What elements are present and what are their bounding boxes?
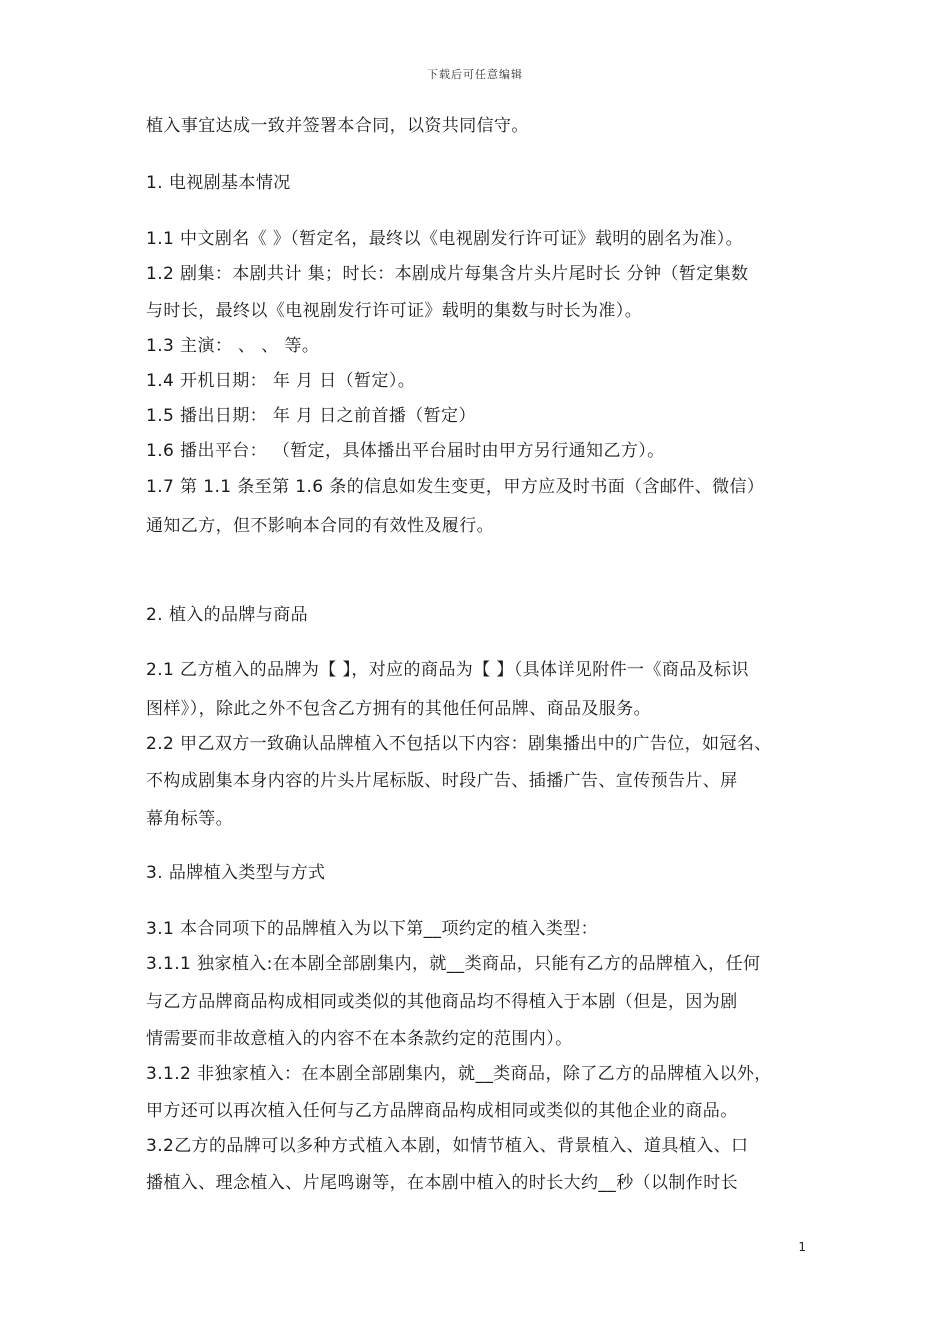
paragraph-line: 1.3 主演： 、 、 等。 (146, 336, 320, 356)
paragraph-line: 图样》），除此之外不包含乙方拥有的其他任何品牌、商品及服务。 (146, 699, 651, 719)
paragraph-line: 情需要而非故意植入的内容不在本条款约定的范围内）。 (146, 1029, 573, 1049)
paragraph-line: 与时长，最终以《电视剧发行许可证》载明的集数与时长为准）。 (146, 301, 643, 321)
paragraph-line: 1.4 开机日期： 年 月 日（暂定）。 (146, 371, 416, 391)
paragraph-line: 1.6 播出平台： （暂定，具体播出平台届时由甲方另行通知乙方）。 (146, 441, 665, 461)
paragraph-line: 3.1 本合同项下的品牌植入为以下第__项约定的植入类型： (146, 919, 599, 939)
section-heading-2: 2. 植入的品牌与商品 (146, 605, 309, 625)
paragraph-line: 2.2 甲乙双方一致确认品牌植入不包括以下内容：剧集播出中的广告位，如冠名、 (146, 734, 772, 754)
paragraph-line: 1.1 中文剧名《 》（暂定名，最终以《电视剧发行许可证》载明的剧名为准）。 (146, 229, 744, 249)
paragraph-line: 播植入、理念植入、片尾鸣谢等，在本剧中植入的时长大约__秒（以制作时长 (146, 1173, 738, 1193)
paragraph-line: 2.1 乙方植入的品牌为【 】，对应的商品为【 】（具体详见附件一《商品及标识 (146, 660, 749, 680)
paragraph-line: 3.1.2 非独家植入：在本剧全部剧集内，就__类商品，除了乙方的品牌植入以外， (146, 1064, 772, 1084)
paragraph-line: 植入事宜达成一致并签署本合同，以资共同信守。 (146, 116, 529, 136)
paragraph-line: 3.2乙方的品牌可以多种方式植入本剧，如情节植入、背景植入、道具植入、口 (146, 1136, 749, 1156)
paragraph-line: 1.5 播出日期： 年 月 日之前首播（暂定） (146, 406, 476, 426)
paragraph-line: 通知乙方，但不影响本合同的有效性及履行。 (146, 516, 494, 536)
paragraph-line: 不构成剧集本身内容的片头片尾标版、时段广告、插播广告、宣传预告片、屏 (146, 771, 738, 791)
paragraph-line: 1.7 第 1.1 条至第 1.6 条的信息如发生变更，甲方应及时书面（含邮件、微信） (146, 477, 765, 497)
paragraph-line: 幕角标等。 (146, 809, 233, 829)
paragraph-line: 甲方还可以再次植入任何与乙方品牌商品构成相同或类似的其他企业的商品。 (146, 1101, 738, 1121)
section-heading-1: 1. 电视剧基本情况 (146, 173, 291, 193)
paragraph-line: 与乙方品牌商品构成相同或类似的其他商品均不得植入于本剧（但是，因为剧 (146, 992, 738, 1012)
page-header: 下载后可任意编辑 (427, 68, 523, 81)
section-heading-3: 3. 品牌植入类型与方式 (146, 863, 326, 883)
paragraph-line: 1.2 剧集：本剧共计 集；时长：本剧成片每集含片头片尾时长 分钟（暂定集数 (146, 264, 749, 284)
paragraph-line: 3.1.1 独家植入:在本剧全部剧集内，就__类商品，只能有乙方的品牌植入，任何 (146, 954, 761, 974)
page-number: 1 (798, 1240, 806, 1254)
